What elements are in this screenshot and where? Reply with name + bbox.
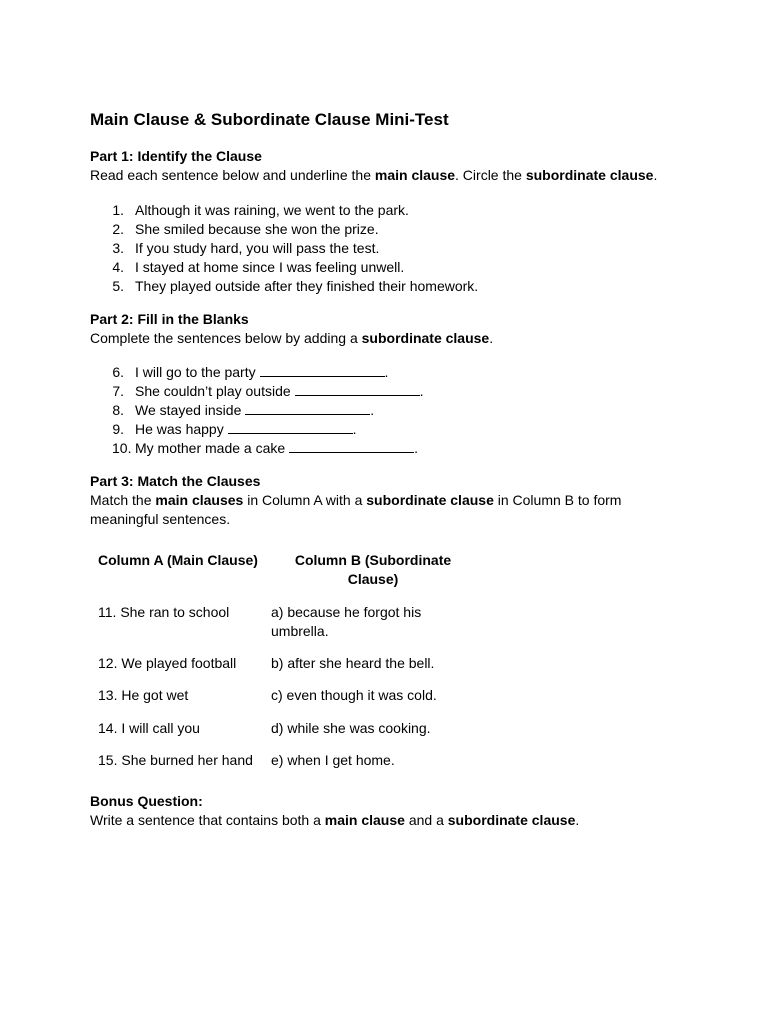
column-b-cell: c) even though it was cold. xyxy=(271,687,437,703)
answer-blank[interactable] xyxy=(295,382,420,396)
column-a-header: Column A (Main Clause) xyxy=(98,552,258,568)
column-b-cell: d) while she was cooking. xyxy=(271,720,431,736)
bonus-heading: Bonus Question: xyxy=(90,793,203,809)
answer-blank[interactable] xyxy=(245,401,370,415)
part1-heading: Part 1: Identify the Clause xyxy=(90,148,262,164)
part3-instructions: Match the main clauses in Column A with a subordinate clause in Column B to form xyxy=(90,492,622,508)
part1-instructions: Read each sentence below and underline the main clause. Circle the subordinate clause. xyxy=(90,167,658,183)
column-a-cell: 13. He got wet xyxy=(98,687,189,703)
bonus-instructions: Write a sentence that contains both a main clause and a subordinate clause. xyxy=(90,812,580,828)
part2-heading: Part 2: Fill in the Blanks xyxy=(90,311,249,327)
part3-instructions-line2: meaningful sentences. xyxy=(90,511,231,527)
column-a-cell: 12. We played football xyxy=(98,655,237,671)
column-a-cell: 14. I will call you xyxy=(98,720,200,736)
column-b-cell: b) after she heard the bell. xyxy=(271,655,435,671)
column-a-cell: 15. She burned her hand xyxy=(98,752,253,768)
answer-blank[interactable] xyxy=(228,420,353,434)
column-a-cell: 11. She ran to school xyxy=(98,604,230,620)
answer-blank[interactable] xyxy=(289,439,414,453)
answer-blank[interactable] xyxy=(260,363,385,377)
page-title: Main Clause & Subordinate Clause Mini-Test xyxy=(90,110,449,129)
column-b-cell: a) because he forgot his umbrella. xyxy=(271,604,422,639)
column-b-header: Column B (Subordinate Clause) xyxy=(294,552,452,587)
part3-heading: Part 3: Match the Clauses xyxy=(90,473,261,489)
column-b-cell: e) when I get home. xyxy=(271,752,395,768)
part2-instructions: Complete the sentences below by adding a subordinate clause. xyxy=(90,330,494,346)
